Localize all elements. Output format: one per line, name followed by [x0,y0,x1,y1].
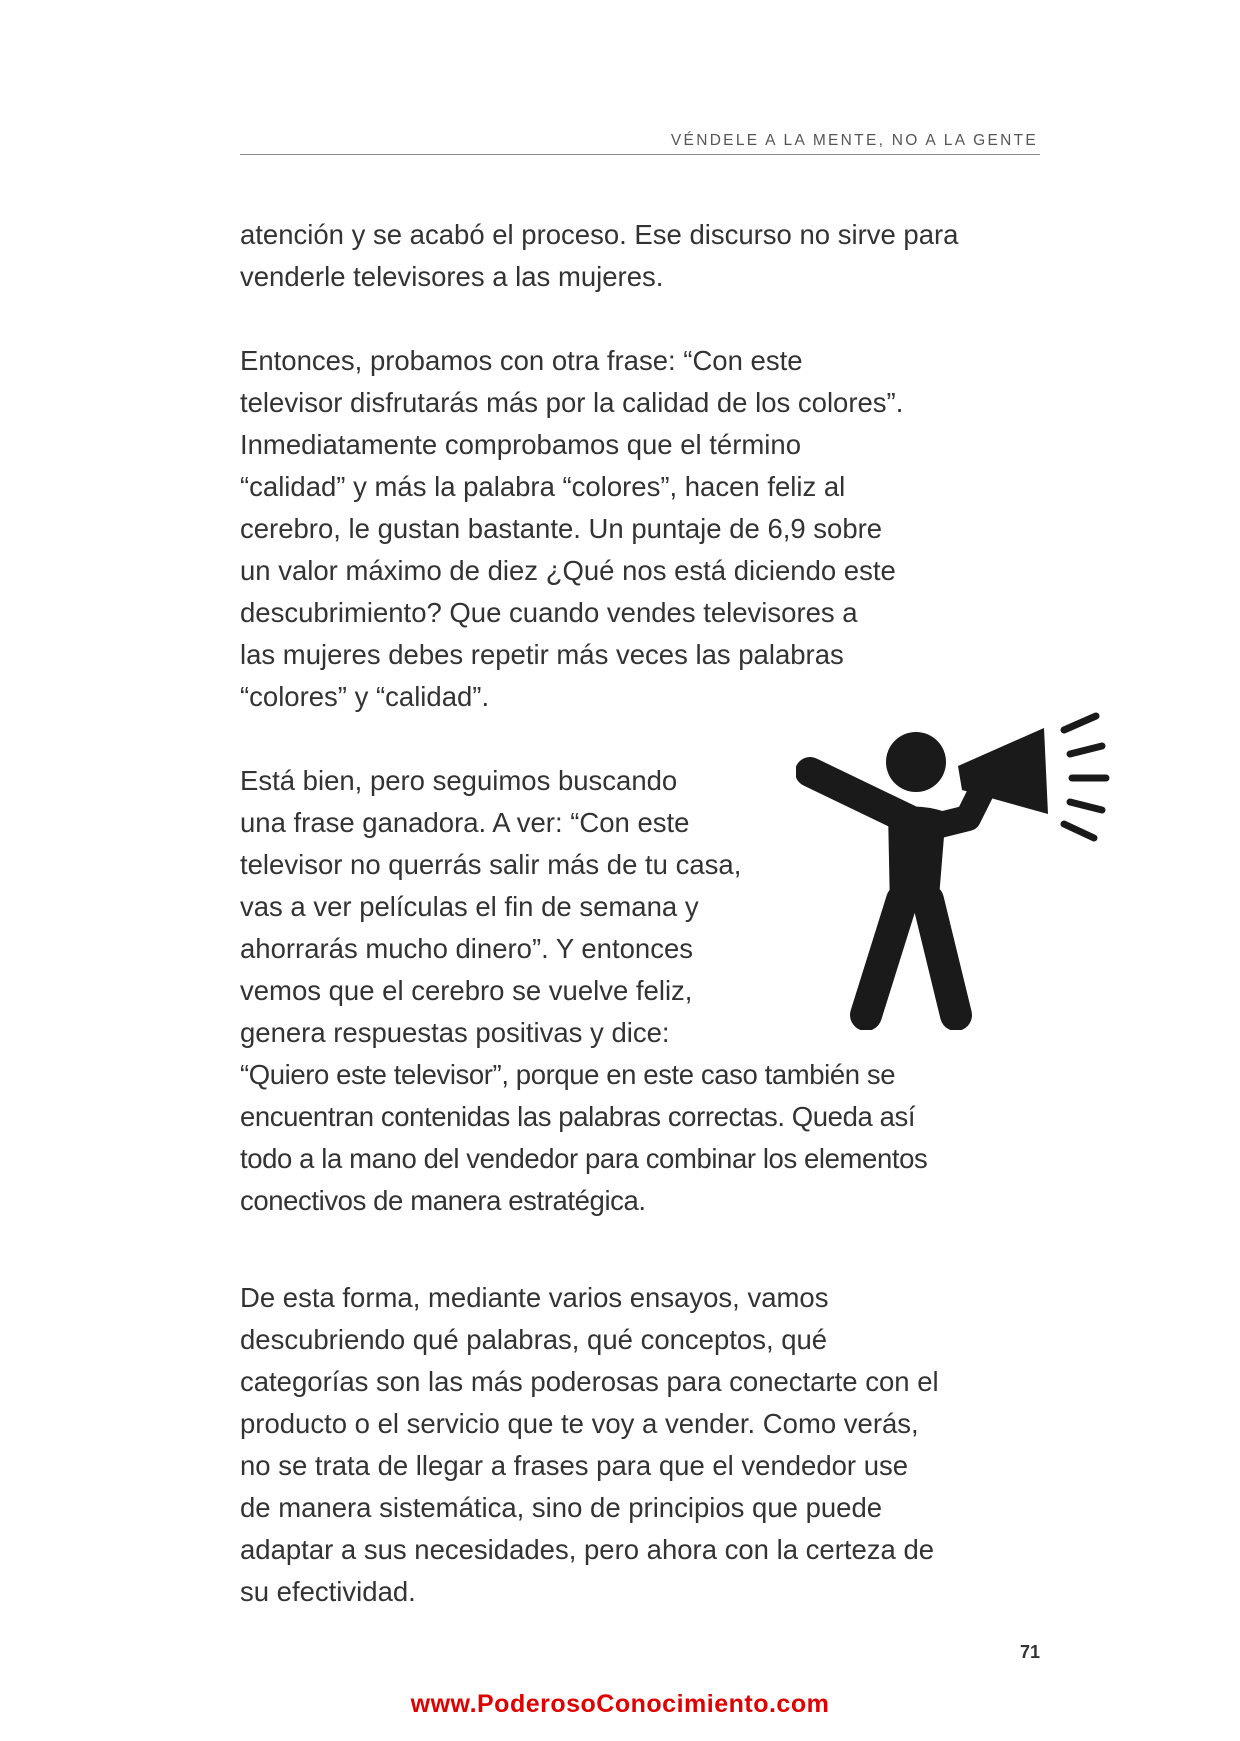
text-line: categorías son las más poderosas para conectarte con el [240,1366,939,1397]
text-line: las mujeres debes repetir más veces las palabras [240,639,844,670]
text-line: su efectividad. [240,1576,416,1607]
text-line: una frase ganadora. A ver: “Con este [240,807,690,838]
text-line: un valor máximo de diez ¿Qué nos está diciendo este [240,555,896,586]
text-line: encuentran contenidas las palabras correctas. Queda así [240,1101,916,1132]
text-line: televisor disfrutarás más por la calidad de los colores”. [240,387,904,418]
text-line: Inmediatamente comprobamos que el término [240,429,801,460]
text-line: “calidad” y más la palabra “colores”, hacen feliz al [240,471,846,502]
text-line: descubrimiento? Que cuando vendes televisores a [240,597,858,628]
text-line: no se trata de llegar a frases para que el vendedor use [240,1450,909,1481]
paragraph-2 [240,340,903,718]
text-line: atención y se acabó el proceso. Ese discurso no sirve para [240,219,959,250]
person-with-megaphone-icon [796,710,1126,1030]
text-line: “Quiero este televisor”, porque en este caso también se [240,1059,896,1090]
running-header: VÉNDELE A LA MENTE, NO A LA GENTE [670,132,1038,149]
text-line: genera respuestas positivas y dice: [240,1017,670,1048]
text-line: Entonces, probamos con otra frase: “Con este [240,345,803,376]
text-line: televisor no querrás salir más de tu casa, [240,849,742,880]
text-line: vas a ver películas el fin de semana y [240,891,699,922]
text-line: venderle televisores a las mujeres. [240,261,664,292]
text-line: todo a la mano del vendedor para combinar los elementos [240,1143,928,1174]
text-line: Está bien, pero seguimos buscando [240,765,678,796]
paragraph-1 [240,214,958,298]
text-line: ahorrarás mucho dinero”. Y entonces [240,933,693,964]
watermark-link[interactable]: www.PoderosoConocimiento.com [410,1690,830,1718]
paragraph-4 [240,1277,939,1613]
text-line: conectivos de manera estratégica. [240,1185,646,1216]
text-line: adaptar a sus necesidades, pero ahora con la certeza de [240,1534,935,1565]
text-line: De esta forma, mediante varios ensayos, vamos [240,1282,829,1313]
text-line: cerebro, le gustan bastante. Un puntaje de 6,9 sobre [240,513,883,544]
page-number: 71 [1019,1642,1040,1662]
text-line: de manera sistemática, sino de principios que puede [240,1492,883,1523]
text-line: vemos que el cerebro se vuelve feliz, [240,975,693,1006]
text-line: “colores” y “calidad”. [240,681,490,712]
text-line: descubriendo qué palabras, qué conceptos, qué [240,1324,828,1355]
header-rule [240,154,1040,155]
text-line: producto o el servicio que te voy a vender. Como verás, [240,1408,919,1439]
